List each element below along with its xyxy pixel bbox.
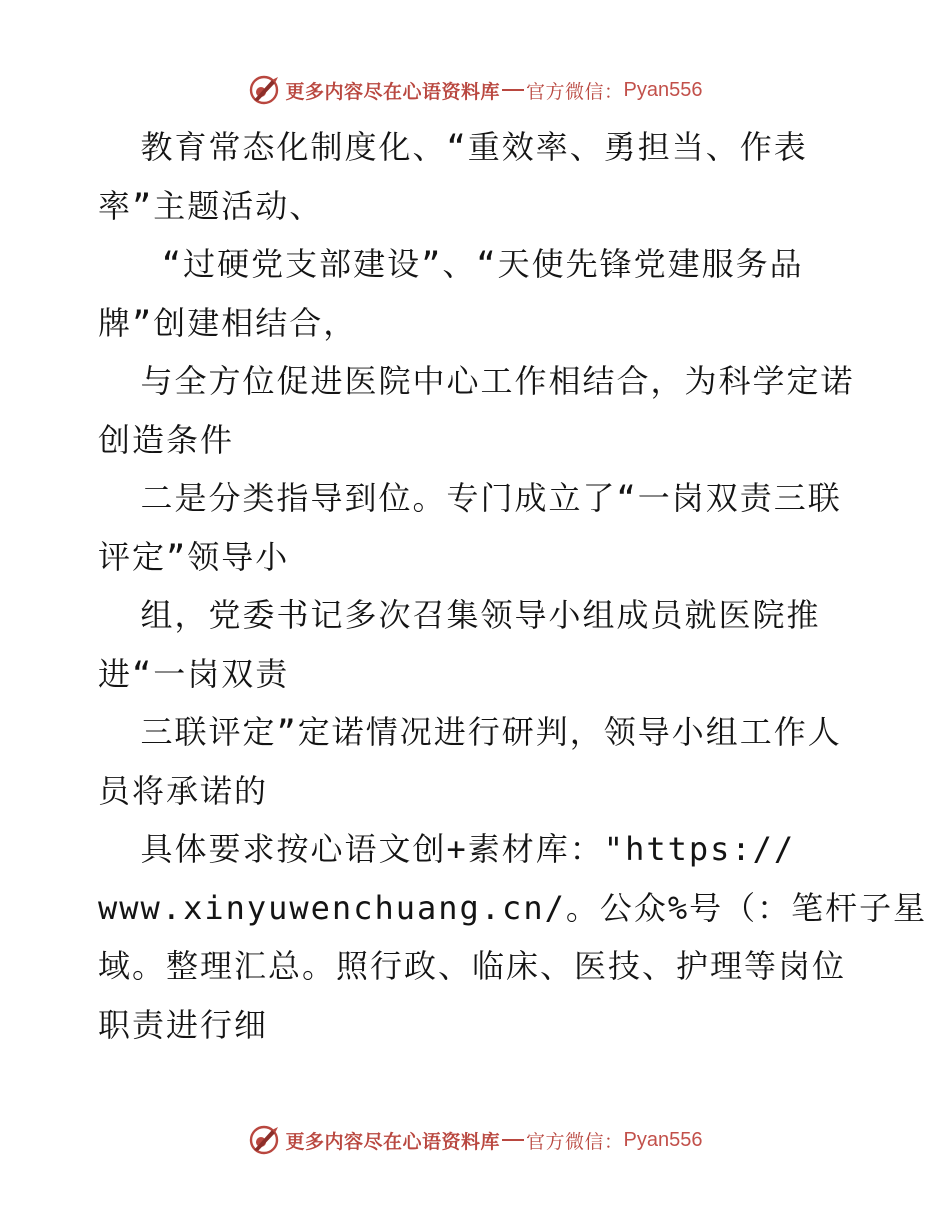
body-line: 评定”领导小 <box>98 537 290 576</box>
body-line: 二是分类指导到位。专门成立了“一岗双责三联 <box>98 479 842 517</box>
body-line: 职责进行细 <box>98 1005 269 1044</box>
body-line: 牌”创建相结合， <box>98 303 358 342</box>
header-contact-label: 官方微信： <box>526 80 624 103</box>
header-contact-id: Pyan556 <box>623 78 703 101</box>
footer-contact-label: 官方微信： <box>526 1130 624 1153</box>
body-line: 创造条件 <box>98 420 235 459</box>
document-body <box>98 118 928 1054</box>
header-banner-text: 更多内容尽在心语资料库 <box>285 80 501 103</box>
body-line: www.xinyuwenchuang.cn/。公众%号（：笔杆子星 <box>98 888 928 927</box>
header-banner-dash <box>502 89 524 91</box>
footer-banner <box>0 1120 950 1160</box>
quill-logo-icon <box>248 1124 280 1156</box>
footer-banner-text: 更多内容尽在心语资料库 <box>285 1130 501 1153</box>
quill-logo-icon <box>248 74 280 106</box>
body-line: 域。整理汇总。照行政、临床、医技、护理等岗位 <box>98 947 847 985</box>
body-line: “过硬党支部建设”、“天使先锋党建服务品 <box>98 245 804 283</box>
body-line: 进“一岗双责 <box>98 654 290 693</box>
footer-contact-id: Pyan556 <box>623 1128 703 1151</box>
header-banner <box>0 70 950 110</box>
body-line: 三联评定”定诺情况进行研判，领导小组工作人 <box>98 713 842 751</box>
body-line: 具体要求按心语文创+素材库："https:// <box>98 830 796 868</box>
body-line: 与全方位促进医院中心工作相结合，为科学定诺 <box>98 362 855 400</box>
body-line: 教育常态化制度化、“重效率、勇担当、作表 <box>98 128 808 166</box>
body-line: 率”主题活动、 <box>98 186 324 225</box>
body-line: 组，党委书记多次召集领导小组成员就医院推 <box>98 596 821 634</box>
body-line: 员将承诺的 <box>98 771 269 810</box>
footer-banner-dash <box>502 1139 524 1141</box>
